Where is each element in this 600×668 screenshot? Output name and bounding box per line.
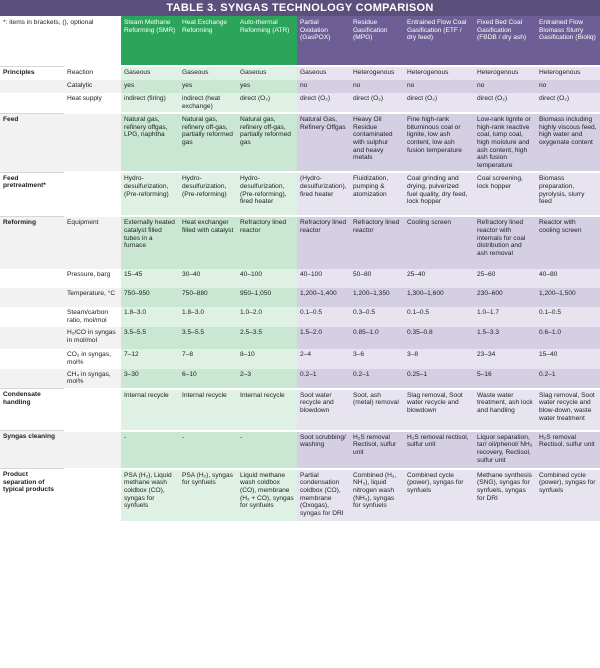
table-cell: 1.8–3.0	[179, 307, 237, 327]
table-row	[0, 93, 600, 113]
table-cell: 5–16	[474, 369, 536, 389]
header-row	[0, 16, 600, 66]
table-cell: 1,200–1,400	[297, 288, 350, 307]
row-sub-label: Reaction	[64, 66, 121, 80]
table-cell: (Hydro-desulfurization), fired heater	[297, 172, 350, 216]
table-cell: Refractory lined reactor	[350, 216, 404, 269]
table-cell: 8–10	[237, 349, 297, 368]
col-header-bioliq: Entrained Flow Biomass Slurry Gasification (Bioliq)	[536, 16, 600, 66]
table-cell: Natural gas, refinery off-gas, partially reformed gas	[237, 113, 297, 172]
table-row	[0, 288, 600, 307]
table-row	[0, 269, 600, 288]
table-cell: Heterogenous	[474, 66, 536, 80]
table-row	[0, 80, 600, 93]
table-cell: 3–6	[350, 349, 404, 368]
row-sub-label: Steam/carbon ratio, mol/mol	[64, 307, 121, 327]
table-cell: 0.1–0.5	[404, 307, 474, 327]
table-cell: Internal recycle	[179, 389, 237, 431]
table-title: TABLE 3. SYNGAS TECHNOLOGY COMPARISON	[0, 0, 600, 16]
table-cell: Refractory lined reactor	[297, 216, 350, 269]
table-cell: 1.5–2.0	[297, 327, 350, 349]
table-cell: 15–45	[121, 269, 179, 288]
table-cell: 230–600	[474, 288, 536, 307]
table-cell: 6–10	[179, 369, 237, 389]
table-cell: 40–100	[297, 269, 350, 288]
table-row	[0, 349, 600, 368]
table-cell: 7–12	[121, 349, 179, 368]
table-cell: Reactor with cooling screen	[536, 216, 600, 269]
row-sub-label: Temperature, °C	[64, 288, 121, 307]
table-cell: 30–40	[179, 269, 237, 288]
table-row	[0, 431, 600, 469]
comparison-table	[0, 16, 600, 521]
table-cell: 3–30	[121, 369, 179, 389]
table-cell: H₂S removal rectisol, sulfur unit	[404, 431, 474, 469]
table-cell: 0.1–0.5	[297, 307, 350, 327]
row-section-label	[0, 307, 64, 327]
table-cell: Liquor separation, tar/ oil/phenol/ NH₃ recovery, Rectisol, sulfur unit	[474, 431, 536, 469]
row-section-label	[0, 327, 64, 349]
table-cell: Heterogenous	[350, 66, 404, 80]
table-cell: direct (O₂)	[350, 93, 404, 113]
table-cell: Combined cycle (power), syngas for synfuels	[536, 469, 600, 521]
table-cell: Soot, ash (metal) removal	[350, 389, 404, 431]
table-cell: PSA (H₂), syngas for synfuels	[179, 469, 237, 521]
table-cell: Gaseous	[121, 66, 179, 80]
table-cell: 25–40	[404, 269, 474, 288]
table-cell: 0.25–1	[404, 369, 474, 389]
table-cell: Refractory lined reactor with internals for coal distribution and ash removal	[474, 216, 536, 269]
row-section-label: Syngas cleaning	[0, 431, 64, 469]
table-cell: 750–880	[179, 288, 237, 307]
table-cell: 2.5–3.5	[237, 327, 297, 349]
table-cell: Gaseous	[297, 66, 350, 80]
table-row	[0, 113, 600, 172]
col-header-smr: Steam Methane Reforming (SMR)	[121, 16, 179, 66]
table-cell: Hydro-desulfurization, (Pre-reforming)	[121, 172, 179, 216]
row-sub-label: H₂/CO in syngas in mol/mol	[64, 327, 121, 349]
table-row	[0, 369, 600, 389]
table-cell: 15–40	[536, 349, 600, 368]
row-section-label: Condensate handling	[0, 389, 64, 431]
table-row	[0, 216, 600, 269]
col-header-etf: Entrained Flow Coal Gasification (ETF / dry feed)	[404, 16, 474, 66]
table-cell: yes	[237, 80, 297, 93]
table-cell: 0.1–0.5	[536, 307, 600, 327]
table-cell: 0.2–1	[297, 369, 350, 389]
row-section-label	[0, 288, 64, 307]
table-cell: 3.5–5.5	[179, 327, 237, 349]
table-cell: Partial condensation coldbox (CO), membrane (Oxogas), syngas for DRI	[297, 469, 350, 521]
table-cell: Coal screening, lock hopper	[474, 172, 536, 216]
table-cell: Gaseous	[179, 66, 237, 80]
table-cell: Liquid methane wash coldbox (CO), membrane (H₂ + CO), syngas for synfuels	[237, 469, 297, 521]
table-cell: 0.85–1.0	[350, 327, 404, 349]
table-cell: 0.2–1	[536, 369, 600, 389]
table-cell: 2–3	[237, 369, 297, 389]
table-cell: H₂S removal Rectisol, sulfur unit	[536, 431, 600, 469]
table-cell: yes	[179, 80, 237, 93]
col-header-heat-exchange: Heat Exchange Reforming	[179, 16, 237, 66]
table-cell: direct (O₂)	[237, 93, 297, 113]
table-cell: Slag removal, Soot water recycle and blowdown	[404, 389, 474, 431]
table-row	[0, 66, 600, 80]
table-cell: 1.5–3.3	[474, 327, 536, 349]
col-header-atr: Auto-thermal Reforming (ATR)	[237, 16, 297, 66]
table-cell: Refractory lined reactor	[237, 216, 297, 269]
table-cell: 1,200–1,500	[536, 288, 600, 307]
table-cell: PSA (H₂), Liquid methane wash coldbox (CO), syngas for synfuels	[121, 469, 179, 521]
table-cell: 50–80	[350, 269, 404, 288]
table-cell: 2–4	[297, 349, 350, 368]
row-section-label: Feed	[0, 113, 64, 172]
table-cell: direct (O₂)	[297, 93, 350, 113]
row-section-label	[0, 269, 64, 288]
table-cell: Internal recycle	[121, 389, 179, 431]
table-cell: -	[121, 431, 179, 469]
table-cell: Heat exchanger filled with catalyst	[179, 216, 237, 269]
table-cell: Heavy Oil Residue contaminated with sulphur and heavy metals	[350, 113, 404, 172]
row-sub-label	[64, 172, 121, 216]
table-cell: Fine high-rank bituminous coal or lignite, low ash content, low ash fusion temperature	[404, 113, 474, 172]
table-cell: Natural gas, refinery offgas, LPG, naphtha	[121, 113, 179, 172]
table-cell: Externally heated catalyst filled tubes in a furnace	[121, 216, 179, 269]
table-cell: 750–950	[121, 288, 179, 307]
table-cell: no	[404, 80, 474, 93]
table-cell: H₂S removal Rectisol, sulfur unit	[350, 431, 404, 469]
table-cell: Combined (H₂, NH₃), liquid nitrogen wash (NH₃), syngas for synfuels	[350, 469, 404, 521]
row-sub-label	[64, 113, 121, 172]
table-cell: 0.3–0.5	[350, 307, 404, 327]
table-cell: 1.8–3.0	[121, 307, 179, 327]
table-cell: yes	[121, 80, 179, 93]
row-sub-label: Equipment	[64, 216, 121, 269]
col-header-mpg: Residue Gasification (MPG)	[350, 16, 404, 66]
table-cell: 1,200–1,350	[350, 288, 404, 307]
table-cell: no	[536, 80, 600, 93]
note-cell: *: items in brackets, (), optional	[0, 16, 121, 66]
row-section-label	[0, 369, 64, 389]
table-cell: Gaseous	[237, 66, 297, 80]
table-cell: direct (O₂)	[404, 93, 474, 113]
table-body	[0, 66, 600, 521]
row-section-label	[0, 80, 64, 93]
row-section-label: Principles	[0, 66, 64, 80]
table-cell: no	[297, 80, 350, 93]
table-row	[0, 172, 600, 216]
table-cell: 25–60	[474, 269, 536, 288]
table-cell: Heterogenous	[404, 66, 474, 80]
table-cell: 3.5–5.5	[121, 327, 179, 349]
table-cell: Low-rank lignite or high-rank reactive coal, lump coal, high moisture and ash content, high ash fusion temperature	[474, 113, 536, 172]
table-cell: 1.0–1.7	[474, 307, 536, 327]
table-cell: Fluidization, pumping & atomization	[350, 172, 404, 216]
table-cell: 3–8	[404, 349, 474, 368]
table-cell: indirect (firing)	[121, 93, 179, 113]
table-cell: Coal grinding and drying, pulverized fuel quality, dry feed, lock hopper	[404, 172, 474, 216]
row-sub-label: Pressure, barg	[64, 269, 121, 288]
table-cell: Combined cycle (power), syngas for synfuels	[404, 469, 474, 521]
table-cell: Biomass including highly viscous feed, high water and oxygenate content	[536, 113, 600, 172]
row-section-label	[0, 93, 64, 113]
table-row	[0, 327, 600, 349]
table-cell: 0.2–1	[350, 369, 404, 389]
table-cell: 23–34	[474, 349, 536, 368]
table-cell: 0.6–1.0	[536, 327, 600, 349]
table-cell: Hydro-desulfurization, (Pre-reforming)	[179, 172, 237, 216]
table-cell: -	[179, 431, 237, 469]
table-cell: 1,300–1,600	[404, 288, 474, 307]
table-cell: Cooling screen	[404, 216, 474, 269]
row-sub-label: Heat supply	[64, 93, 121, 113]
table-cell: Heterogenous	[536, 66, 600, 80]
table-cell: Waste water treatment, ash lock and handling	[474, 389, 536, 431]
table-cell: indirect (heat exchange)	[179, 93, 237, 113]
table-cell: Slag removal, Soot water recycle and blow-down, waste water treatment	[536, 389, 600, 431]
table-cell: no	[474, 80, 536, 93]
row-sub-label: CO₂ in syngas, mol%	[64, 349, 121, 368]
row-section-label: Reforming	[0, 216, 64, 269]
table-cell: Soot scrubbing/ washing	[297, 431, 350, 469]
table-cell: Biomass preparation, pyrolysis, slurry feed	[536, 172, 600, 216]
table-cell: Soot water recycle and blowdown	[297, 389, 350, 431]
col-header-fbdb: Fixed Bed Coal Gasification (FBDB / dry ash)	[474, 16, 536, 66]
table-cell: 0.35–0.8	[404, 327, 474, 349]
row-section-label: Product separation of typical products	[0, 469, 64, 521]
table-cell: no	[350, 80, 404, 93]
table-cell: Internal recycle	[237, 389, 297, 431]
table-cell: 950–1,050	[237, 288, 297, 307]
table-cell: -	[237, 431, 297, 469]
row-sub-label	[64, 389, 121, 431]
row-sub-label: Catalytic	[64, 80, 121, 93]
row-sub-label	[64, 469, 121, 521]
table-cell: 40–100	[237, 269, 297, 288]
table-cell: 1.0–2.0	[237, 307, 297, 327]
table-cell: 7–8	[179, 349, 237, 368]
table-cell: direct (O₂)	[536, 93, 600, 113]
row-section-label	[0, 349, 64, 368]
table-cell: Natural Gas, Refinery Offgas	[297, 113, 350, 172]
row-section-label: Feed pretreatment*	[0, 172, 64, 216]
table-cell: Methane synthesis (SNG), syngas for synfuels, syngas for DRI	[474, 469, 536, 521]
table-cell: 40–80	[536, 269, 600, 288]
row-sub-label: CH₄ in syngas, mol%	[64, 369, 121, 389]
table-cell: direct (O₂)	[474, 93, 536, 113]
table-cell: Hydro-desulfurization, (Pre-reforming), fired heater	[237, 172, 297, 216]
col-header-gaspox: Partial Oxidation (GasPOX)	[297, 16, 350, 66]
table-row	[0, 389, 600, 431]
table-row	[0, 307, 600, 327]
row-sub-label	[64, 431, 121, 469]
table-cell: Natural gas, refinery off-gas, partially reformed gas	[179, 113, 237, 172]
table-row	[0, 469, 600, 521]
